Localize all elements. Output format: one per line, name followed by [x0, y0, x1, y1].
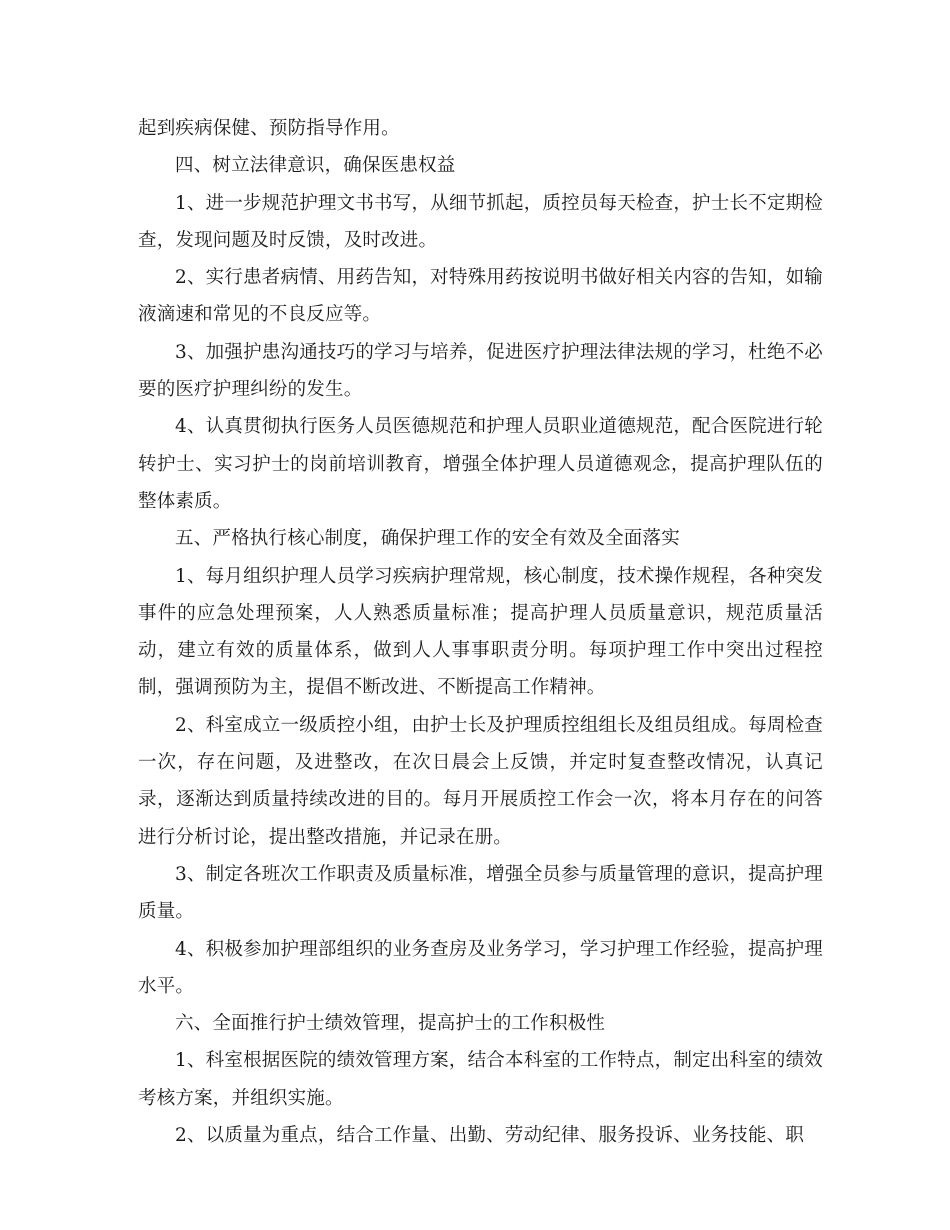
- paragraph: 1、科室根据医院的绩效管理方案，结合本科室的工作特点，制定出科室的绩效考核方案，并组织实施。: [138, 1050, 823, 1109]
- section-heading: 四、树立法律意识，确保医患权益: [175, 155, 456, 177]
- paragraph: 1、进一步规范护理文书书写，从细节抓起，质控员每天检查，护士长不定期检查，发现问题及时反馈，及时改进。: [138, 192, 823, 251]
- paragraph: 2、以质量为重点，结合工作量、出勤、劳动纪律、服务投诉、业务技能、职: [175, 1125, 805, 1147]
- section-heading: 六、全面推行护士绩效管理，提高护士的工作积极性: [175, 1013, 606, 1035]
- section-heading: 五、严格执行核心制度，确保护理工作的安全有效及全面落实: [175, 528, 680, 550]
- paragraph: 1、每月组织护理人员学习疾病护理常规，核心制度，技术操作规程，各种突发事件的应急处理预案，人人熟悉质量标准；提高护理人员质量意识，规范质量活动，建立有效的质量体系，做到人人事事职责分明。每项护理工作中突出过程控制，强调预防为主，提倡不断改进、不断提高工作精神。: [138, 565, 823, 699]
- paragraph: 2、科室成立一级质控小组，由护士长及护理质控组组长及组员组成。每周检查一次，存在问题，及进整改，在次日晨会上反馈，并定时复查整改情况，认真记录，逐渐达到质量持续改进的目的。每月开展质控工作会一次，将本月存在的问答进行分析讨论，提出整改措施，并记录在册。: [138, 714, 823, 848]
- paragraph: 3、加强护患沟通技巧的学习与培养，促进医疗护理法律法规的学习，杜绝不必要的医疗护理纠纷的发生。: [138, 341, 823, 401]
- document-body: [138, 110, 823, 1154]
- paragraph: 4、积极参加护理部组织的业务查房及业务学习，学习护理工作经验，提高护理水平。: [138, 938, 823, 997]
- paragraph: 3、制定各班次工作职责及质量标准，增强全员参与质量管理的意识，提高护理质量。: [138, 863, 823, 923]
- paragraph: 起到疾病保健、预防指导作用。: [138, 118, 400, 139]
- paragraph: 4、认真贯彻执行医务人员医德规范和护理人员职业道德规范，配合医院进行轮转护士、实习护士的岗前培训教育，增强全体护理人员道德观念，提高护理队伍的整体素质。: [138, 416, 823, 512]
- paragraph: 2、实行患者病情、用药告知，对特殊用药按说明书做好相关内容的告知，如输液滴速和常见的不良反应等。: [138, 267, 823, 326]
